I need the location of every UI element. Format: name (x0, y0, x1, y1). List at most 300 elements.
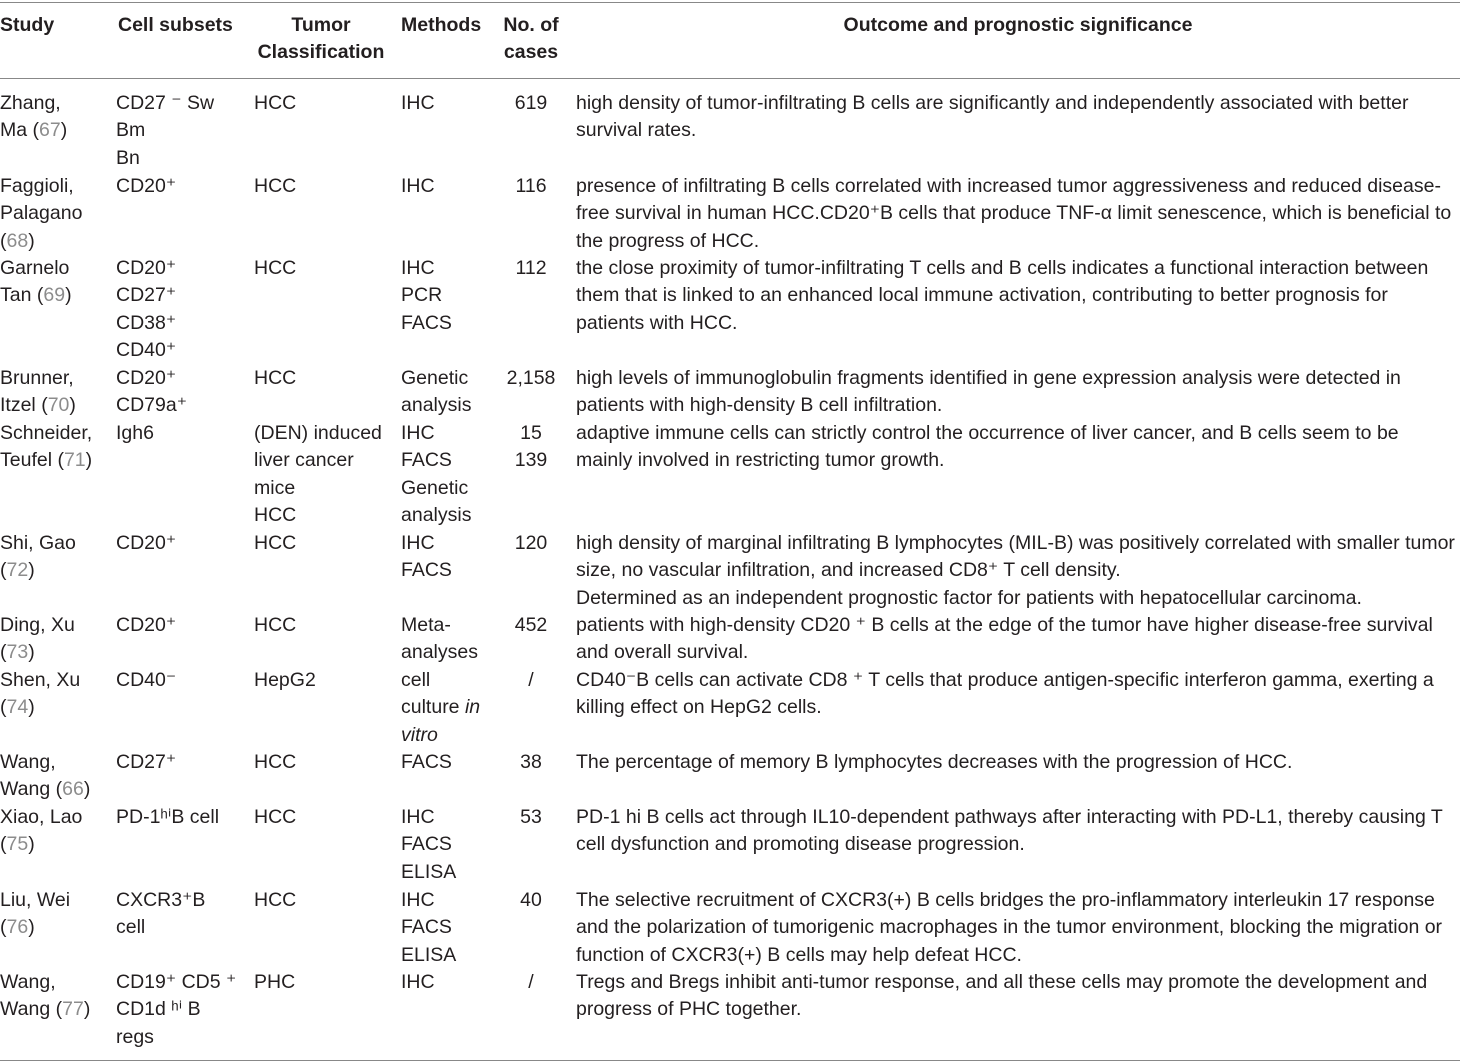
outcome-cell-line (576, 117, 1460, 144)
outcome-cell (576, 530, 1460, 612)
header-tumor-classification (254, 12, 388, 67)
header-cases-line2: cases (503, 41, 559, 64)
reference-link[interactable]: 77 (62, 998, 84, 1021)
cell-subsets-cell-text: CD27 ⁻ Sw (116, 92, 215, 114)
cell-subsets-cell-text: CD27⁺ (116, 751, 177, 773)
cases-cell-text: 53 (520, 806, 542, 828)
cases-cell (500, 887, 562, 914)
study-cell (0, 530, 110, 585)
reference-link[interactable]: 71 (63, 449, 86, 472)
header-study: Study (0, 14, 55, 36)
methods-cell-text: analyses (401, 641, 478, 664)
outcome-cell-text: CD40⁻B cells can activate CD8 ⁺ T cells that produce antigen-specific interferon gamma, exerting a (576, 669, 1434, 691)
outcome-cell-text: size, no vascular infiltration, and increased CD8⁺ T cell density. (576, 559, 1121, 582)
cell-subsets-cell-text: cell (116, 916, 146, 939)
methods-cell-line (401, 694, 501, 721)
cell-subsets-cell (116, 90, 248, 172)
outcome-cell (576, 365, 1460, 420)
tumor-classification-cell-line (254, 90, 394, 117)
tumor-classification-cell-line (254, 667, 394, 694)
methods-cell-line (401, 392, 501, 419)
tumor-classification-cell-line (254, 530, 394, 557)
tumor-classification-cell-text: (DEN) induced (254, 422, 382, 444)
study-cell-line: (76) (0, 916, 35, 939)
cell-subsets-cell-text: CD20⁺ (116, 175, 177, 197)
top-rule (0, 2, 1460, 3)
cell-subsets-cell-line (116, 90, 248, 117)
reference-link[interactable]: 66 (62, 778, 84, 801)
study-cell-line: (73) (0, 641, 35, 664)
study-cell-line: (72) (0, 559, 35, 582)
cell-subsets-cell (116, 969, 248, 1051)
cases-cell-text: 38 (520, 751, 542, 773)
cell-subsets-cell-text: CD19⁺ CD5 ⁺ (116, 971, 237, 993)
cell-subsets-cell-text: CD20⁺ (116, 532, 177, 554)
reference-link[interactable]: 67 (39, 119, 61, 142)
study-cell-text: Itzel (0, 394, 42, 417)
cases-cell (500, 667, 562, 694)
methods-cell-text: Genetic (401, 476, 469, 499)
tumor-classification-cell (254, 530, 394, 557)
tumor-classification-cell-line (254, 969, 394, 996)
tumor-classification-cell-text: HCC (254, 889, 297, 911)
study-cell (0, 804, 110, 859)
tumor-classification-cell (254, 804, 394, 831)
cell-subsets-cell-text: Bm (116, 119, 146, 142)
methods-italic-text: in (464, 696, 481, 719)
methods-cell-line (401, 667, 501, 694)
study-cell-text: Teufel (0, 449, 58, 472)
cases-cell (500, 90, 562, 117)
cell-subsets-cell (116, 530, 248, 557)
study-cell-text: Liu, Wei (0, 889, 71, 911)
tumor-classification-cell-text: HCC (254, 175, 297, 197)
study-cell-line: Wang (77) (0, 998, 91, 1021)
outcome-cell-line (576, 914, 1460, 941)
reference-link[interactable]: 68 (6, 229, 29, 252)
cases-cell-text: 452 (514, 614, 548, 636)
cell-subsets-cell (116, 420, 248, 447)
methods-cell (401, 530, 501, 585)
cases-cell-text: 40 (520, 889, 542, 911)
tumor-classification-cell-text: liver cancer (254, 449, 354, 472)
methods-cell-text: vitro (401, 723, 438, 746)
outcome-cell-line (576, 667, 1460, 694)
methods-cell-line (401, 612, 501, 639)
cases-cell-line (500, 447, 562, 474)
methods-cell (401, 255, 501, 337)
study-cell-line: Ma (67) (0, 119, 68, 142)
study-cell-line: Tan (69) (0, 284, 72, 307)
outcome-cell (576, 90, 1460, 145)
cases-cell (500, 804, 562, 831)
study-cell-text: Schneider, (0, 422, 93, 444)
cell-subsets-cell-line (116, 914, 248, 941)
cell-subsets-cell-line (116, 612, 248, 639)
methods-cell-text: FACS (401, 833, 452, 856)
methods-cell-line (401, 530, 501, 557)
study-cell-line (0, 173, 110, 200)
outcome-cell-line (576, 255, 1460, 282)
study-cell-line: (74) (0, 696, 35, 719)
outcome-cell-text: progress of PHC together. (576, 998, 802, 1021)
methods-cell-text: FACS (401, 449, 452, 472)
outcome-cell (576, 667, 1460, 722)
methods-cell-text: ELISA (401, 860, 457, 883)
study-cell (0, 420, 110, 475)
outcome-cell-text: high density of marginal infiltrating B lymphocytes (MIL-B) was positively correlated with smaller tumor (576, 532, 1455, 554)
methods-cell-text: cell (401, 669, 431, 691)
outcome-cell-line (576, 557, 1460, 584)
cell-subsets-cell-line (116, 530, 248, 557)
study-cell-line (0, 667, 110, 694)
outcome-cell-text: The selective recruitment of CXCR3(+) B cells bridges the pro-inflammatory interleukin 17 response (576, 889, 1435, 911)
cell-subsets-cell-text: CD40⁺ (116, 339, 177, 362)
outcome-cell-text: killing effect on HepG2 cells. (576, 696, 822, 719)
cell-subsets-cell (116, 255, 248, 365)
study-cell-text: Brunner, (0, 367, 74, 389)
cell-subsets-cell-text: CXCR3⁺B (116, 889, 206, 911)
study-cell-text: Ding, Xu (0, 614, 75, 636)
outcome-cell-text: high levels of immunoglobulin fragments identified in gene expression analysis were detected in (576, 367, 1401, 389)
outcome-cell-text: patients with HCC. (576, 311, 738, 334)
methods-cell (401, 969, 501, 996)
study-cell-line (0, 420, 110, 447)
header-no-of-cases (500, 12, 562, 67)
tumor-classification-cell-text: HCC (254, 806, 297, 828)
outcome-cell (576, 255, 1460, 337)
outcome-cell-text: mainly involved in restricting tumor growth. (576, 449, 945, 472)
study-cell-text: Tan (0, 284, 37, 307)
cases-cell (500, 365, 562, 392)
outcome-cell-line (576, 887, 1460, 914)
outcome-cell-line (576, 612, 1460, 639)
methods-cell-text: Meta- (401, 614, 451, 636)
tumor-classification-cell-text: HCC (254, 614, 297, 636)
outcome-cell-text: the close proximity of tumor-infiltrating T cells and B cells indicates a functional interaction between (576, 257, 1429, 279)
methods-cell-line (401, 749, 501, 776)
tumor-classification-cell-text: HCC (254, 504, 297, 527)
study-cell-line (0, 749, 110, 776)
study-cell-line (0, 887, 110, 914)
outcome-cell-line (576, 228, 1460, 255)
reference-link[interactable]: 75 (6, 833, 29, 856)
methods-cell-line (401, 447, 501, 474)
methods-cell-line (401, 475, 501, 502)
study-cell (0, 365, 110, 420)
cell-subsets-cell-line (116, 173, 248, 200)
outcome-cell-text: high density of tumor-infiltrating B cells are significantly and independently associated with better (576, 92, 1409, 114)
methods-cell-text: Genetic (401, 367, 469, 389)
study-cell-line: (75) (0, 833, 35, 856)
cell-subsets-cell-text: CD20⁺ (116, 257, 177, 279)
tumor-classification-cell-text: mice (254, 476, 296, 499)
tumor-classification-cell (254, 365, 394, 392)
cases-cell (500, 173, 562, 200)
cell-subsets-cell-text: Igh6 (116, 422, 154, 444)
methods-cell-text: IHC (401, 889, 435, 911)
cell-subsets-cell-line (116, 1024, 248, 1051)
methods-cell-line (401, 722, 501, 749)
cases-cell (500, 969, 562, 996)
study-cell-line: (68) (0, 229, 35, 252)
cell-subsets-cell-line (116, 420, 248, 447)
outcome-cell-text: free survival in human HCC.CD20⁺B cells that produce TNF-α limit senescence, which is beneficial to (576, 202, 1452, 225)
outcome-cell-line (576, 585, 1460, 612)
methods-cell (401, 612, 501, 667)
outcome-cell (576, 749, 1460, 776)
cases-cell-line (500, 365, 562, 392)
cases-cell-line (500, 90, 562, 117)
methods-cell (401, 667, 501, 749)
methods-cell-text: culture (401, 696, 465, 719)
methods-cell-line (401, 969, 501, 996)
tumor-classification-cell-line (254, 887, 394, 914)
tumor-classification-cell (254, 90, 394, 117)
cases-cell-text: 120 (514, 532, 548, 554)
methods-cell-line (401, 887, 501, 914)
tumor-classification-cell (254, 969, 394, 996)
cell-subsets-cell-line (116, 282, 248, 309)
study-cell (0, 887, 110, 942)
cases-cell-line (500, 420, 562, 447)
outcome-cell (576, 804, 1460, 859)
study-cell (0, 255, 110, 310)
study-cell (0, 612, 110, 667)
study-cell-line (0, 200, 110, 227)
methods-cell-line (401, 557, 501, 584)
cell-subsets-cell (116, 804, 248, 831)
header-tumor-line2: Classification (257, 41, 385, 64)
cell-subsets-cell-line (116, 749, 248, 776)
header-rule (0, 78, 1460, 79)
tumor-classification-cell-line (254, 475, 394, 502)
methods-cell (401, 749, 501, 776)
methods-cell-text: analysis (401, 394, 472, 417)
methods-cell-line (401, 90, 501, 117)
outcome-cell-line (576, 639, 1460, 666)
tumor-classification-cell-text: HCC (254, 92, 297, 114)
cell-subsets-cell-text: CD79a⁺ (116, 394, 187, 417)
cases-cell-line (500, 969, 562, 996)
outcome-cell-line (576, 392, 1460, 419)
cases-cell (500, 530, 562, 557)
study-cell-line (0, 530, 110, 557)
study-cell-line (0, 90, 110, 117)
cell-subsets-cell-line (116, 145, 248, 172)
tumor-classification-cell-text: HCC (254, 532, 297, 554)
methods-cell-line (401, 914, 501, 941)
cell-subsets-cell (116, 749, 248, 776)
cases-cell-text: 619 (514, 92, 548, 114)
cases-cell-text: 116 (515, 175, 547, 197)
cell-subsets-cell (116, 173, 248, 200)
cell-subsets-cell-text: CD1d ʰⁱ B (116, 998, 201, 1021)
cases-cell (500, 255, 562, 282)
cell-subsets-cell-line (116, 310, 248, 337)
reference-link[interactable]: 74 (6, 696, 29, 719)
study-cell-text: Wang (0, 778, 56, 801)
cell-subsets-cell-text: CD20⁺ (116, 367, 177, 389)
study-cell-line (0, 969, 110, 996)
study-cell-line (0, 612, 110, 639)
study-cell-text: Shen, Xu (0, 669, 81, 691)
cell-subsets-cell-line (116, 996, 248, 1023)
cases-cell (500, 612, 562, 639)
cell-subsets-cell (116, 365, 248, 420)
cell-subsets-cell (116, 887, 248, 942)
cases-cell-line (500, 612, 562, 639)
tumor-classification-cell-line (254, 447, 394, 474)
outcome-cell-text: adaptive immune cells can strictly control the occurrence of liver cancer, and B cells seem to be (576, 422, 1399, 444)
methods-cell-text: IHC (401, 532, 435, 554)
cell-subsets-cell-line (116, 365, 248, 392)
outcome-cell-line (576, 530, 1460, 557)
methods-cell-text: IHC (401, 806, 435, 828)
reference-link[interactable]: 73 (6, 641, 29, 664)
outcome-cell-line (576, 282, 1460, 309)
header-cell-subsets: Cell subsets (118, 14, 233, 36)
reference-link[interactable]: 72 (6, 559, 29, 582)
cell-subsets-cell-line (116, 337, 248, 364)
cases-cell-text: 15 (520, 422, 542, 444)
cell-subsets-cell-line (116, 255, 248, 282)
tumor-classification-cell (254, 612, 394, 639)
study-cell-text: Faggioli, (0, 175, 74, 197)
outcome-cell (576, 969, 1460, 1024)
methods-cell (401, 173, 501, 200)
outcome-cell-line (576, 694, 1460, 721)
outcome-cell-text: and overall survival. (576, 641, 749, 664)
header-outcome: Outcome and prognostic significance (843, 14, 1193, 36)
cases-cell-text: / (528, 971, 534, 993)
bottom-rule (0, 1060, 1460, 1061)
study-cell-text: Garnelo (0, 257, 70, 279)
methods-cell-line (401, 310, 501, 337)
cases-cell-line (500, 887, 562, 914)
cases-cell (500, 420, 562, 475)
study-cell-line: Wang (66) (0, 778, 91, 801)
tumor-classification-cell-line (254, 173, 394, 200)
study-cell-line (0, 804, 110, 831)
methods-cell-line (401, 173, 501, 200)
outcome-cell (576, 420, 1460, 475)
methods-cell-text: FACS (401, 751, 452, 773)
methods-cell-text: FACS (401, 311, 452, 334)
cases-cell-line (500, 530, 562, 557)
tumor-classification-cell (254, 255, 394, 282)
cell-subsets-cell (116, 612, 248, 639)
cell-subsets-cell-text: regs (116, 1025, 154, 1048)
methods-cell (401, 90, 501, 117)
outcome-cell-line (576, 173, 1460, 200)
outcome-cell-line (576, 447, 1460, 474)
methods-cell-line (401, 502, 501, 529)
outcome-cell-line (576, 804, 1460, 831)
outcome-cell-text: survival rates. (576, 119, 697, 142)
study-cell (0, 173, 110, 255)
methods-cell (401, 804, 501, 886)
outcome-cell-text: function of CXCR3(+) B cells may help defeat HCC. (576, 943, 1022, 966)
tumor-classification-cell-text: HCC (254, 751, 297, 773)
cases-cell-line (500, 255, 562, 282)
cases-cell-line (500, 173, 562, 200)
reference-link[interactable]: 70 (47, 394, 70, 417)
study-cell-text: Ma (0, 119, 33, 142)
cell-subsets-cell-line (116, 117, 248, 144)
cell-subsets-cell-line (116, 887, 248, 914)
methods-cell-line (401, 420, 501, 447)
outcome-cell-line (576, 831, 1460, 858)
methods-cell-text: FACS (401, 916, 452, 939)
cases-cell-line (500, 804, 562, 831)
header-tumor-line1: Tumor (291, 14, 351, 36)
cases-cell-text: 139 (514, 449, 548, 472)
tumor-classification-cell-line (254, 365, 394, 392)
methods-cell-text: IHC (401, 422, 435, 444)
outcome-cell-text: presence of infiltrating B cells correlated with increased tumor aggressiveness and reduced disease- (576, 175, 1441, 197)
tumor-classification-cell-line (254, 612, 394, 639)
cell-subsets-cell-line (116, 667, 248, 694)
study-cell-text: Shi, Gao (0, 532, 76, 554)
methods-cell-text: IHC (401, 971, 435, 993)
methods-cell-text: FACS (401, 559, 452, 582)
methods-cell-text: IHC (401, 257, 435, 279)
methods-cell-line (401, 255, 501, 282)
cell-subsets-cell-text: CD38⁺ (116, 311, 177, 334)
methods-cell-line (401, 282, 501, 309)
cell-subsets-cell-line (116, 392, 248, 419)
cell-subsets-cell-text: PD-1ʰⁱB cell (116, 806, 220, 828)
study-cell-line: Teufel (71) (0, 449, 93, 472)
study-cell-line: Itzel (70) (0, 394, 76, 417)
outcome-cell-line (576, 942, 1460, 969)
outcome-cell-text: patients with high-density B cell infiltration. (576, 394, 943, 417)
cases-cell-text: / (528, 669, 534, 691)
methods-cell (401, 887, 501, 969)
cell-subsets-cell-text: CD27⁺ (116, 284, 177, 307)
methods-cell-line (401, 942, 501, 969)
cell-subsets-cell-text: Bn (116, 146, 140, 169)
study-cell-text: Zhang, (0, 92, 61, 114)
outcome-cell-line (576, 200, 1460, 227)
tumor-classification-cell-text: HCC (254, 257, 297, 279)
methods-cell-line (401, 859, 501, 886)
tumor-classification-cell-text: PHC (254, 971, 296, 993)
reference-link[interactable]: 69 (43, 284, 66, 307)
header-cases-line1: No. of (503, 14, 559, 36)
study-cell (0, 969, 110, 1024)
cases-cell-text: 112 (515, 257, 547, 279)
tumor-classification-cell (254, 667, 394, 694)
tumor-classification-cell (254, 887, 394, 914)
outcome-cell-text: Tregs and Bregs inhibit anti-tumor response, and all these cells may promote the development and (576, 971, 1428, 993)
outcome-cell-line (576, 749, 1460, 776)
outcome-cell-line (576, 365, 1460, 392)
cases-cell-line (500, 667, 562, 694)
outcome-cell-line (576, 420, 1460, 447)
tumor-classification-cell (254, 173, 394, 200)
tumor-classification-cell-text: HCC (254, 367, 297, 389)
cases-cell-line (500, 749, 562, 776)
tumor-classification-cell (254, 749, 394, 776)
outcome-cell-text: the progress of HCC. (576, 229, 760, 252)
reference-link[interactable]: 76 (6, 916, 29, 939)
cell-subsets-cell (116, 667, 248, 694)
outcome-cell-text: patients with high-density CD20 ⁺ B cells at the edge of the tumor have higher disease-free survival (576, 614, 1433, 636)
study-cell-line (0, 255, 110, 282)
outcome-cell-line (576, 996, 1460, 1023)
